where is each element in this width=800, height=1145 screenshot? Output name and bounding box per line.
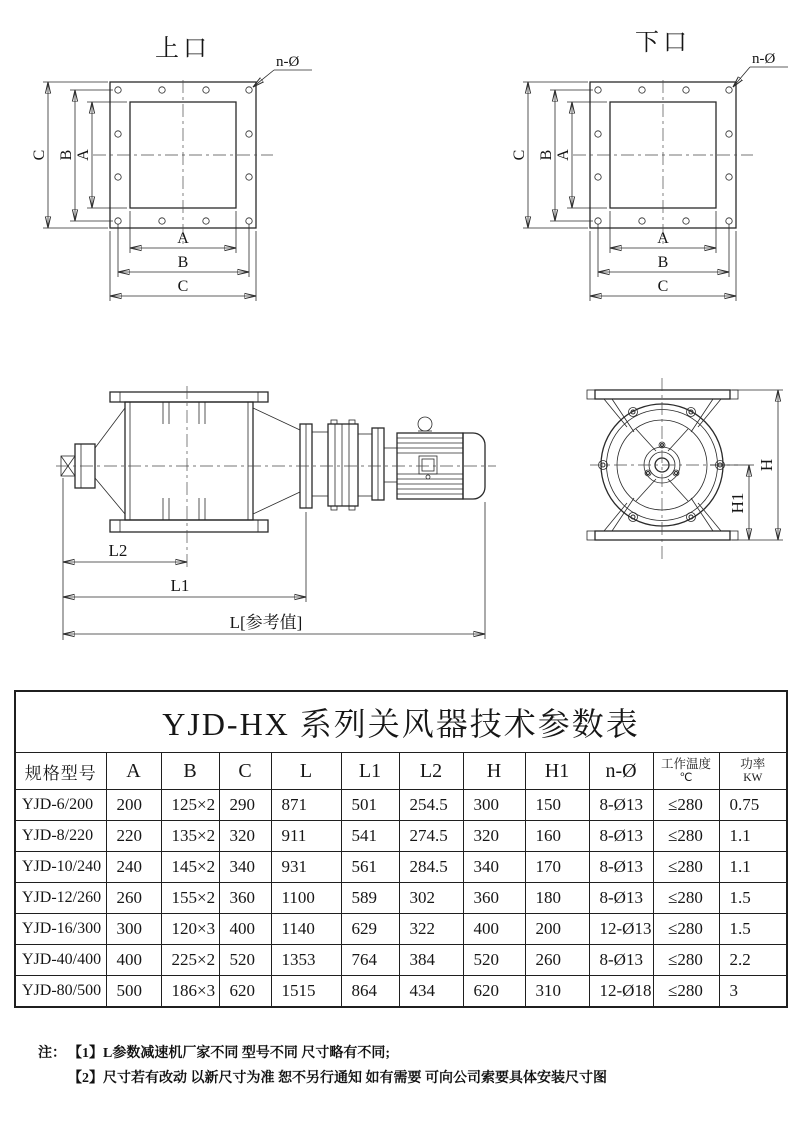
cell-a: 400 bbox=[106, 945, 161, 976]
power-unit: KW bbox=[743, 771, 763, 784]
footnotes bbox=[38, 1042, 768, 1091]
cell-a: 500 bbox=[106, 976, 161, 1008]
col-header-working-temp bbox=[653, 753, 719, 790]
cell-l1: 764 bbox=[341, 945, 399, 976]
dim-label-l1: L1 bbox=[170, 576, 190, 595]
dim-label-l-reference: L[参考值] bbox=[229, 613, 303, 632]
cell-h: 520 bbox=[463, 945, 525, 976]
cell-l1: 629 bbox=[341, 914, 399, 945]
cell-a: 300 bbox=[106, 914, 161, 945]
cell-l1: 501 bbox=[341, 790, 399, 821]
cell-model: YJD-10/240 bbox=[15, 852, 106, 883]
dimension-lines bbox=[31, 82, 256, 301]
cell-l2: 284.5 bbox=[399, 852, 463, 883]
cell-h: 620 bbox=[463, 976, 525, 1008]
cell-l: 1140 bbox=[271, 914, 341, 945]
cell-model: YJD-12/260 bbox=[15, 883, 106, 914]
table-header-row bbox=[15, 753, 787, 790]
cell-n-holes: 8-Ø13 bbox=[589, 852, 653, 883]
col-header-l2: L2 bbox=[399, 753, 463, 790]
cell-temp: ≤280 bbox=[653, 821, 719, 852]
cell-l2: 274.5 bbox=[399, 821, 463, 852]
table-row bbox=[15, 945, 787, 976]
footnote-label: 注： bbox=[38, 1046, 66, 1061]
cell-h1: 180 bbox=[525, 883, 589, 914]
cell-l: 1100 bbox=[271, 883, 341, 914]
cell-n-holes: 8-Ø13 bbox=[589, 821, 653, 852]
bolt-holes bbox=[115, 87, 252, 224]
hole-callout bbox=[253, 54, 312, 87]
cell-h1: 200 bbox=[525, 914, 589, 945]
cell-temp: ≤280 bbox=[653, 883, 719, 914]
col-header-power bbox=[719, 753, 787, 790]
bottom-opening-flange-diagram bbox=[500, 10, 800, 310]
cell-l: 911 bbox=[271, 821, 341, 852]
dim-label-a-bottom: A bbox=[177, 230, 189, 247]
dim-label-c-bottom: C bbox=[657, 278, 669, 295]
col-header-h1: H1 bbox=[525, 753, 589, 790]
cell-c: 290 bbox=[219, 790, 271, 821]
cell-model: YJD-8/220 bbox=[15, 821, 106, 852]
cell-c: 360 bbox=[219, 883, 271, 914]
dimension-lines bbox=[511, 82, 736, 301]
hole-count-label: n-Ø bbox=[276, 54, 300, 70]
cell-h: 300 bbox=[463, 790, 525, 821]
col-header-b: B bbox=[161, 753, 219, 790]
cell-a: 200 bbox=[106, 790, 161, 821]
table-row bbox=[15, 883, 787, 914]
cell-model: YJD-6/200 bbox=[15, 790, 106, 821]
gear-reducer bbox=[253, 408, 397, 514]
cell-l1: 561 bbox=[341, 852, 399, 883]
cell-h1: 260 bbox=[525, 945, 589, 976]
footnote-1: 【1】L参数减速机厂家不同 型号不同 尺寸略有不同; bbox=[68, 1046, 390, 1061]
table-row bbox=[15, 790, 787, 821]
cell-n-holes: 8-Ø13 bbox=[589, 790, 653, 821]
col-header-a: A bbox=[106, 753, 161, 790]
cell-b: 145×2 bbox=[161, 852, 219, 883]
valve-end-view bbox=[570, 370, 795, 575]
cell-n-holes: 8-Ø13 bbox=[589, 945, 653, 976]
dim-label-c-left: C bbox=[511, 149, 528, 161]
dim-label-b-left: B bbox=[58, 149, 75, 161]
cell-l2: 254.5 bbox=[399, 790, 463, 821]
col-header-l: L bbox=[271, 753, 341, 790]
bolt-holes bbox=[595, 87, 732, 224]
cell-model: YJD-80/500 bbox=[15, 976, 106, 1008]
cell-temp: ≤280 bbox=[653, 790, 719, 821]
table-row bbox=[15, 821, 787, 852]
cell-h1: 150 bbox=[525, 790, 589, 821]
col-header-h: H bbox=[463, 753, 525, 790]
cell-model: YJD-16/300 bbox=[15, 914, 106, 945]
dim-label-c-left: C bbox=[31, 149, 48, 161]
table-title: YJD-HX 系列关风器技术参数表 bbox=[15, 691, 787, 753]
cell-c: 520 bbox=[219, 945, 271, 976]
cell-h: 320 bbox=[463, 821, 525, 852]
diagram-title: 下口 bbox=[635, 30, 691, 56]
cell-c: 400 bbox=[219, 914, 271, 945]
valve-body bbox=[110, 392, 268, 532]
cell-h: 360 bbox=[463, 883, 525, 914]
dim-label-b-bottom: B bbox=[657, 254, 669, 271]
hole-callout bbox=[733, 51, 788, 87]
cell-l1: 864 bbox=[341, 976, 399, 1008]
cell-c: 620 bbox=[219, 976, 271, 1008]
cell-h1: 160 bbox=[525, 821, 589, 852]
dim-label-b-bottom: B bbox=[177, 254, 189, 271]
cell-l1: 589 bbox=[341, 883, 399, 914]
cell-l: 1515 bbox=[271, 976, 341, 1008]
cell-h: 400 bbox=[463, 914, 525, 945]
cell-power: 3 bbox=[719, 976, 787, 1008]
cell-a: 240 bbox=[106, 852, 161, 883]
cell-b: 120×3 bbox=[161, 914, 219, 945]
hole-count-label: n-Ø bbox=[752, 51, 776, 67]
dim-label-a-left: A bbox=[75, 149, 92, 161]
cell-c: 340 bbox=[219, 852, 271, 883]
table-row bbox=[15, 852, 787, 883]
cell-l: 931 bbox=[271, 852, 341, 883]
cell-b: 155×2 bbox=[161, 883, 219, 914]
cell-h: 340 bbox=[463, 852, 525, 883]
dim-label-c-bottom: C bbox=[177, 278, 189, 295]
cell-power: 2.2 bbox=[719, 945, 787, 976]
power-label: 功率 bbox=[740, 757, 766, 772]
cell-l: 871 bbox=[271, 790, 341, 821]
footnote-line bbox=[38, 1067, 768, 1092]
cell-power: 1.1 bbox=[719, 821, 787, 852]
cell-a: 220 bbox=[106, 821, 161, 852]
cell-n-holes: 12-Ø13 bbox=[589, 914, 653, 945]
cell-b: 135×2 bbox=[161, 821, 219, 852]
cell-model: YJD-40/400 bbox=[15, 945, 106, 976]
cell-h1: 310 bbox=[525, 976, 589, 1008]
cell-c: 320 bbox=[219, 821, 271, 852]
cell-n-holes: 12-Ø18 bbox=[589, 976, 653, 1008]
dimension-lines bbox=[63, 478, 485, 640]
working-temp-label: 工作温度 bbox=[660, 757, 711, 772]
valve-side-view bbox=[48, 372, 508, 647]
table-row bbox=[15, 976, 787, 1008]
table-row bbox=[15, 914, 787, 945]
dim-label-h1: H1 bbox=[728, 492, 747, 514]
dim-label-b-left: B bbox=[538, 149, 555, 161]
parameter-table bbox=[14, 690, 788, 1008]
top-opening-flange-diagram bbox=[20, 10, 350, 310]
cell-h1: 170 bbox=[525, 852, 589, 883]
cell-temp: ≤280 bbox=[653, 852, 719, 883]
col-header-c: C bbox=[219, 753, 271, 790]
cell-n-holes: 8-Ø13 bbox=[589, 883, 653, 914]
cell-temp: ≤280 bbox=[653, 976, 719, 1008]
cell-power: 1.5 bbox=[719, 914, 787, 945]
dim-label-l2: L2 bbox=[108, 541, 128, 560]
footnote-2: 【2】尺寸若有改动 以新尺寸为准 恕不另行通知 如有需要 可向公司索要具体安装尺寸图 bbox=[68, 1070, 607, 1086]
cell-power: 0.75 bbox=[719, 790, 787, 821]
cell-temp: ≤280 bbox=[653, 945, 719, 976]
col-header-model: 规格型号 bbox=[15, 753, 106, 790]
cell-b: 186×3 bbox=[161, 976, 219, 1008]
cell-b: 225×2 bbox=[161, 945, 219, 976]
cell-b: 125×2 bbox=[161, 790, 219, 821]
left-end-cover bbox=[61, 408, 125, 514]
cell-power: 1.5 bbox=[719, 883, 787, 914]
dim-label-a-left: A bbox=[555, 149, 572, 161]
footnote-line bbox=[38, 1042, 768, 1067]
cell-a: 260 bbox=[106, 883, 161, 914]
motor bbox=[397, 417, 485, 499]
lifting-eye bbox=[418, 417, 432, 431]
cell-temp: ≤280 bbox=[653, 914, 719, 945]
cell-l1: 541 bbox=[341, 821, 399, 852]
table-title-row bbox=[15, 691, 787, 753]
col-header-n-holes: n-Ø bbox=[589, 753, 653, 790]
col-header-l1: L1 bbox=[341, 753, 399, 790]
cell-l: 1353 bbox=[271, 945, 341, 976]
cell-l2: 302 bbox=[399, 883, 463, 914]
cell-l2: 434 bbox=[399, 976, 463, 1008]
cell-l2: 322 bbox=[399, 914, 463, 945]
working-temp-unit: ℃ bbox=[679, 771, 693, 784]
dim-label-a-bottom: A bbox=[657, 230, 669, 247]
cell-l2: 384 bbox=[399, 945, 463, 976]
dim-label-h: H bbox=[757, 458, 776, 472]
cell-power: 1.1 bbox=[719, 852, 787, 883]
dimension-lines bbox=[710, 390, 783, 540]
diagram-title: 上口 bbox=[155, 36, 211, 62]
